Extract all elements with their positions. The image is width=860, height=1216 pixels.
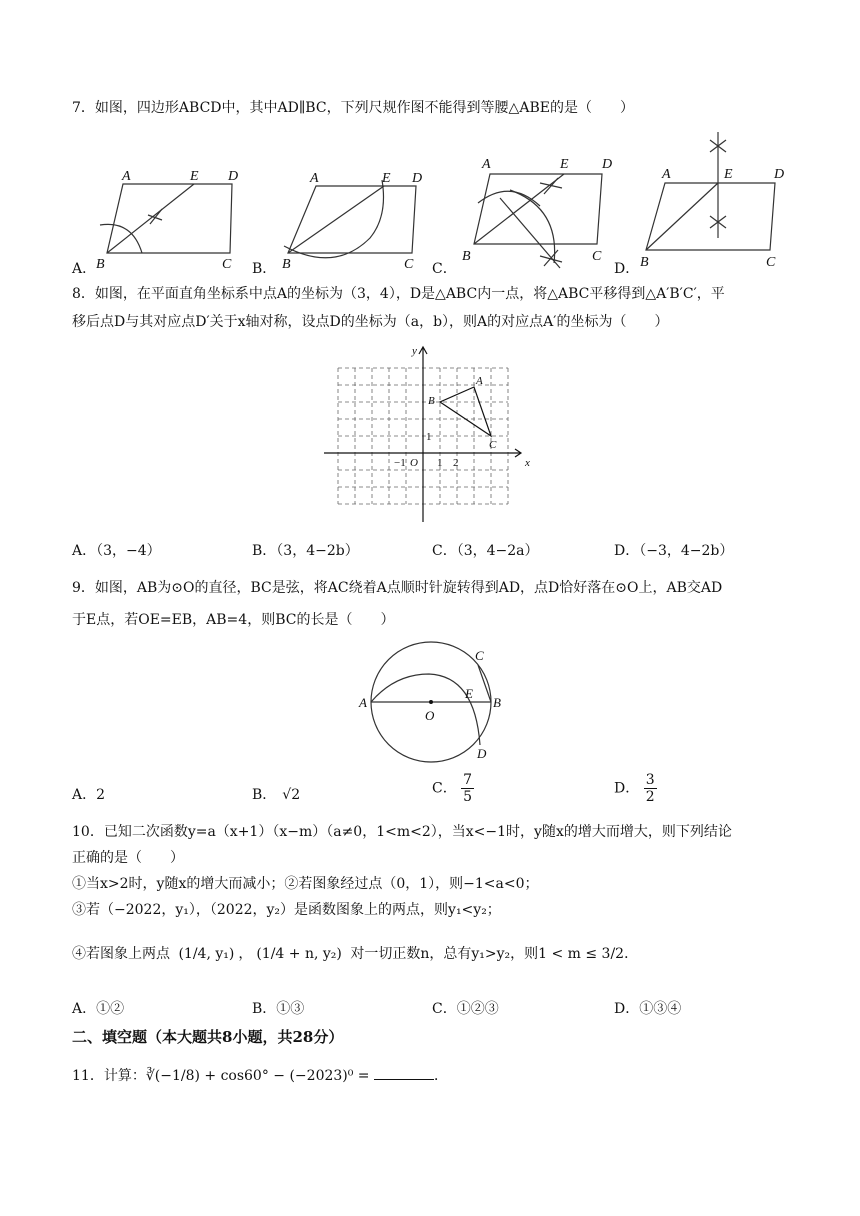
q10-stem-line2: 正确的是（ ） [72,850,184,866]
q7c-arc2 [510,190,555,263]
q7c-label-C: C [592,249,602,264]
q7d-label-D: D [774,167,785,182]
q9-opt-a: A．2 [72,787,106,803]
q7-figures [70,128,810,278]
q10-statement-4: ④若图象上两点 (1/4, y₁) ， (1/4 + n, y₂) 对一切正数n，总有y₁>y₂，则1 < m ≤ 3/2． [72,946,639,962]
q7a-arc [100,224,142,253]
q7c-label-B: B [462,249,471,264]
q7a-label-A: A [122,169,131,184]
q9-label-E: E [465,686,473,701]
q8-opt-d: D．（−3，4−2b） [614,543,734,559]
x-axis-label: x [525,457,530,469]
q9-opt-c: C． $\frac{7}{5}$ [432,772,473,805]
q7b-label-A: A [310,171,319,186]
q7c-label-D: D [602,157,613,172]
tick-neg1: −1 [394,457,406,469]
q7a-label-D: D [228,169,239,184]
y-axis-label: y [412,345,417,357]
point-b-label: B [428,395,435,407]
q7-opt-c: C． [432,261,457,277]
q9-label-B: B [493,695,501,710]
q8-opt-a: A．（3，−4） [72,543,161,559]
q9-opt-b: B． √2 [252,787,301,803]
tick-2: 2 [453,457,459,469]
q10-opt-d: D．①③④ [614,1001,682,1017]
q7d-label-B: B [640,255,649,270]
q7c-label-A: A [482,157,491,172]
q7b-label-E: E [382,171,391,186]
q7d-diagonal [646,183,718,250]
q7c-arc1 [478,191,540,206]
q7b-parallelogram [288,186,416,253]
q7b-label-B: B [282,257,291,272]
q7-opt-a: A． [72,261,97,277]
point-c-label: C [489,439,497,451]
tick-y1: 1 [426,431,432,443]
q7d-label-E: E [724,167,733,182]
q9-label-O: O [425,708,435,723]
q11-stem: 11．计算：∛(−1/8) + cos60° − (−2023)⁰ = ． [72,1068,448,1084]
q8-coordinate-grid [322,342,532,524]
q9-stem-line1: 9．如图，AB为⊙O的直径，BC是弦，将AC绕着A点顺时针旋转得到AD，点D恰好落在⊙O上，AB交AD [72,580,723,596]
q9-label-D: D [477,746,487,761]
q7a-label-C: C [222,257,232,272]
q7a-parallelogram [107,184,232,253]
q9-label-A: A [359,695,367,710]
q7b-label-D: D [412,171,423,186]
q7d-label-A: A [662,167,671,182]
q7b-label-C: C [404,257,414,272]
chord-bc [478,665,491,702]
q7c-label-E: E [560,157,569,172]
q8-stem-line1: 8．如图，在平面直角坐标系中点A的坐标为（3，4），D是△ABC内一点，将△ABC平移得到△A′B′C′，平 [72,286,725,302]
q7-opt-b: B． [252,261,277,277]
q8-stem-line2: 移后点D与其对应点D′关于x轴对称，设点D的坐标为（a，b），则A的对应点A′的坐标为（ ） [72,314,669,330]
tick-1: 1 [437,457,443,469]
q7c-parallelogram [474,174,602,244]
q9-opt-d: D． $\frac{3}{2}$ [614,772,655,805]
point-a-label: A [476,375,483,387]
q7a-label-B: B [96,257,105,272]
q7d-label-C: C [766,255,776,270]
q7-opt-d: D． [614,261,640,277]
q9-opt-d-fraction: $\frac{3}{2}$ [645,772,655,805]
q10-statement-1-2: ①当x>2时，y随x的增大而减小；②若图象经过点（0，1），则−1<a<0； [72,876,539,892]
q7-stem: 7．如图，四边形ABCD中，其中AD∥BC，下列尺规作图不能得到等腰△ABE的是（ ） [72,100,634,116]
triangle-abc [440,387,491,436]
origin-label: O [410,457,418,469]
q9-label-C: C [475,648,484,663]
q10-stem-line1: 10．已知二次函数y=a（x+1）（x−m）（a≠0，1<m<2），当x<−1时，y随x的增大而增大，则下列结论 [72,824,732,840]
q10-opt-b: B．①③ [252,1001,305,1017]
q9-stem-line2: 于E点，若OE=EB，AB=4，则BC的长是（ ） [72,612,395,628]
q9-circle-figure [355,632,515,772]
q8-opt-c: C．（3，4−2a） [432,543,539,559]
q10-statement-3: ③若（−2022，y₁），（2022，y₂）是函数图象上的两点，则y₁<y₂； [72,902,501,918]
q10-opt-a: A．①② [72,1001,125,1017]
q8-opt-b: B．（3，4−2b） [252,543,359,559]
section-2-heading: 二、填空题（本大题共8小题，共28分） [72,1028,344,1046]
q7a-label-E: E [190,169,199,184]
q9-opt-c-fraction: $\frac{7}{5}$ [463,772,473,805]
q10-opt-c: C．①②③ [432,1001,499,1017]
q11-answer-blank [374,1079,434,1080]
